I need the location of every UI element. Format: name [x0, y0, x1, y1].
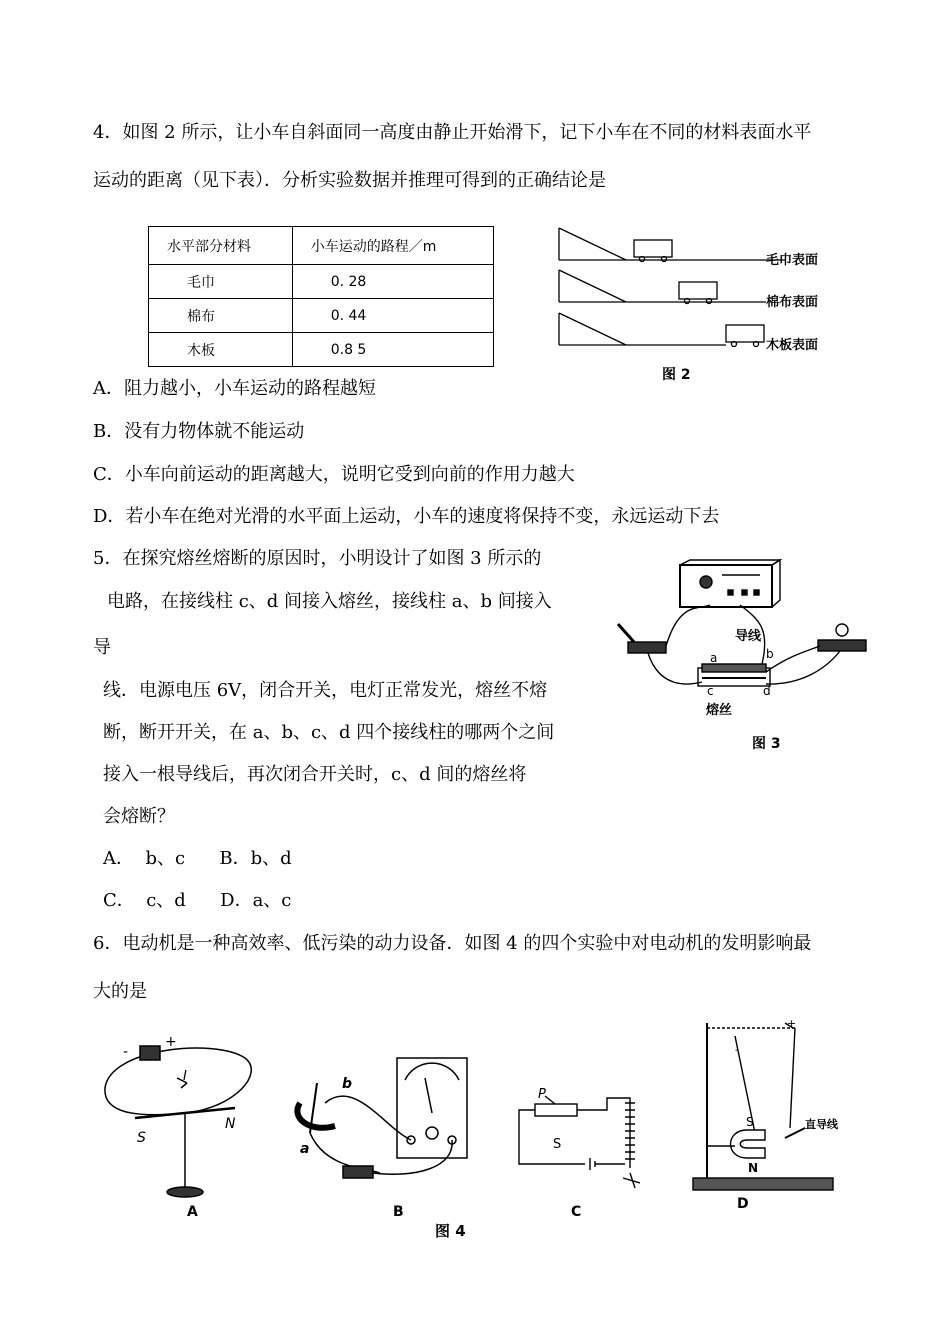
table-cell-distance: 0. 28: [292, 265, 493, 299]
panel-d-wire-in-magnet: [693, 1023, 833, 1190]
table-header-row: [149, 227, 494, 265]
q5-line5: 断，断开开关，在 a、b、c、d 四个接线柱的哪两个之间: [103, 722, 555, 743]
panel-a-minus: -: [123, 1044, 129, 1060]
panel-d-label: D: [737, 1196, 749, 1212]
q5-line3: 导: [93, 637, 111, 658]
table-row: [149, 265, 494, 299]
surface-label-towel: 毛巾表面: [766, 253, 819, 268]
q5-line1: 5．在探究熔丝熔断的原因时，小明设计了如图 3 所示的: [93, 548, 542, 569]
q4-option-a: A．阻力越小，小车运动的路程越短: [93, 378, 376, 399]
table-row: [149, 299, 494, 333]
panel-b-label-b: b: [342, 1076, 353, 1092]
figure-3-caption: 图 3: [752, 736, 781, 752]
panel-d-minus: -: [735, 1043, 739, 1056]
q5-line6: 接入一根导线后，再次闭合开关时，c、d 间的熔丝将: [103, 764, 527, 785]
q5-line2: 电路，在接线柱 c、d 间接入熔丝，接线柱 a、b 间接入: [107, 591, 552, 612]
panel-c-label-p: P: [538, 1087, 546, 1102]
panel-a-plus: +: [165, 1034, 177, 1050]
table-cell-distance: 0. 44: [292, 299, 493, 333]
surface-label-cotton: 棉布表面: [766, 295, 819, 310]
panel-a-label: A: [187, 1204, 198, 1220]
q4-line1: 4．如图 2 所示，让小车自斜面同一高度由静止开始滑下，记下小车在不同的材料表面水平: [93, 122, 812, 143]
surface-label-wood: 木板表面: [766, 338, 819, 353]
table-cell-material: 毛巾: [149, 265, 293, 299]
figure-4-caption: 图 4: [435, 1222, 466, 1240]
table-row: [149, 333, 494, 367]
terminal-c: c: [707, 684, 714, 698]
panel-d-north: N: [748, 1161, 759, 1175]
panel-a-north: N: [225, 1116, 236, 1132]
terminal-a: a: [710, 651, 718, 665]
panel-d-south: S: [746, 1115, 754, 1129]
panel-d-plus: +: [787, 1017, 797, 1030]
q5-line7: 会熔断？: [103, 806, 175, 827]
panel-a-current: I: [183, 1069, 187, 1084]
figure-4-experiments: [95, 1017, 855, 1240]
q4-option-b: B．没有力物体就不能运动: [93, 421, 305, 442]
q6-line2: 大的是: [93, 981, 147, 1002]
panel-c-label: C: [571, 1204, 582, 1220]
table-cell-material: 木板: [149, 333, 293, 367]
panel-b-galvanometer: [297, 1058, 467, 1178]
q4-data-table: [148, 226, 494, 367]
q6-line1: 6．电动机是一种高效率、低污染的动力设备．如图 4 的四个实验中对电动机的发明影响最: [93, 933, 812, 954]
figure-2-ramps: [556, 222, 866, 357]
wire-label: 导线: [735, 629, 762, 644]
figure-2-caption: 图 2: [662, 367, 691, 383]
fuse-label: 熔丝: [706, 703, 733, 718]
panel-c-electromagnet: [519, 1096, 640, 1188]
panel-b-label-a: a: [300, 1141, 310, 1157]
table-cell-material: 棉布: [149, 299, 293, 333]
table-cell-distance: 0.8 5: [292, 333, 493, 367]
q4-line2: 运动的距离（见下表）．分析实验数据并推理可得到的正确结论是: [93, 170, 606, 191]
q5-options-row2: C． c、d D．a、c: [103, 890, 292, 911]
panel-c-label-s: S: [553, 1137, 562, 1152]
q4-option-c: C．小车向前运动的距离越大，说明它受到向前的作用力越大: [93, 464, 575, 485]
figure-3-circuit: [610, 560, 880, 735]
terminal-b: b: [766, 647, 774, 661]
panel-d-wire-label: 直导线: [805, 1118, 838, 1131]
q5-line4: 线．电源电压 6V，闭合开关，电灯正常发光，熔丝不熔: [103, 680, 548, 701]
q4-option-d: D．若小车在绝对光滑的水平面上运动，小车的速度将保持不变，永远运动下去: [93, 506, 720, 527]
panel-b-label: B: [393, 1204, 404, 1220]
panel-a-south: S: [137, 1130, 146, 1146]
q5-options-row1: A． b、c B．b、d: [103, 848, 292, 869]
terminal-d: d: [763, 684, 771, 698]
table-header-material: 水平部分材料: [149, 227, 293, 265]
table-header-distance: 小车运动的路程／m: [292, 227, 493, 265]
